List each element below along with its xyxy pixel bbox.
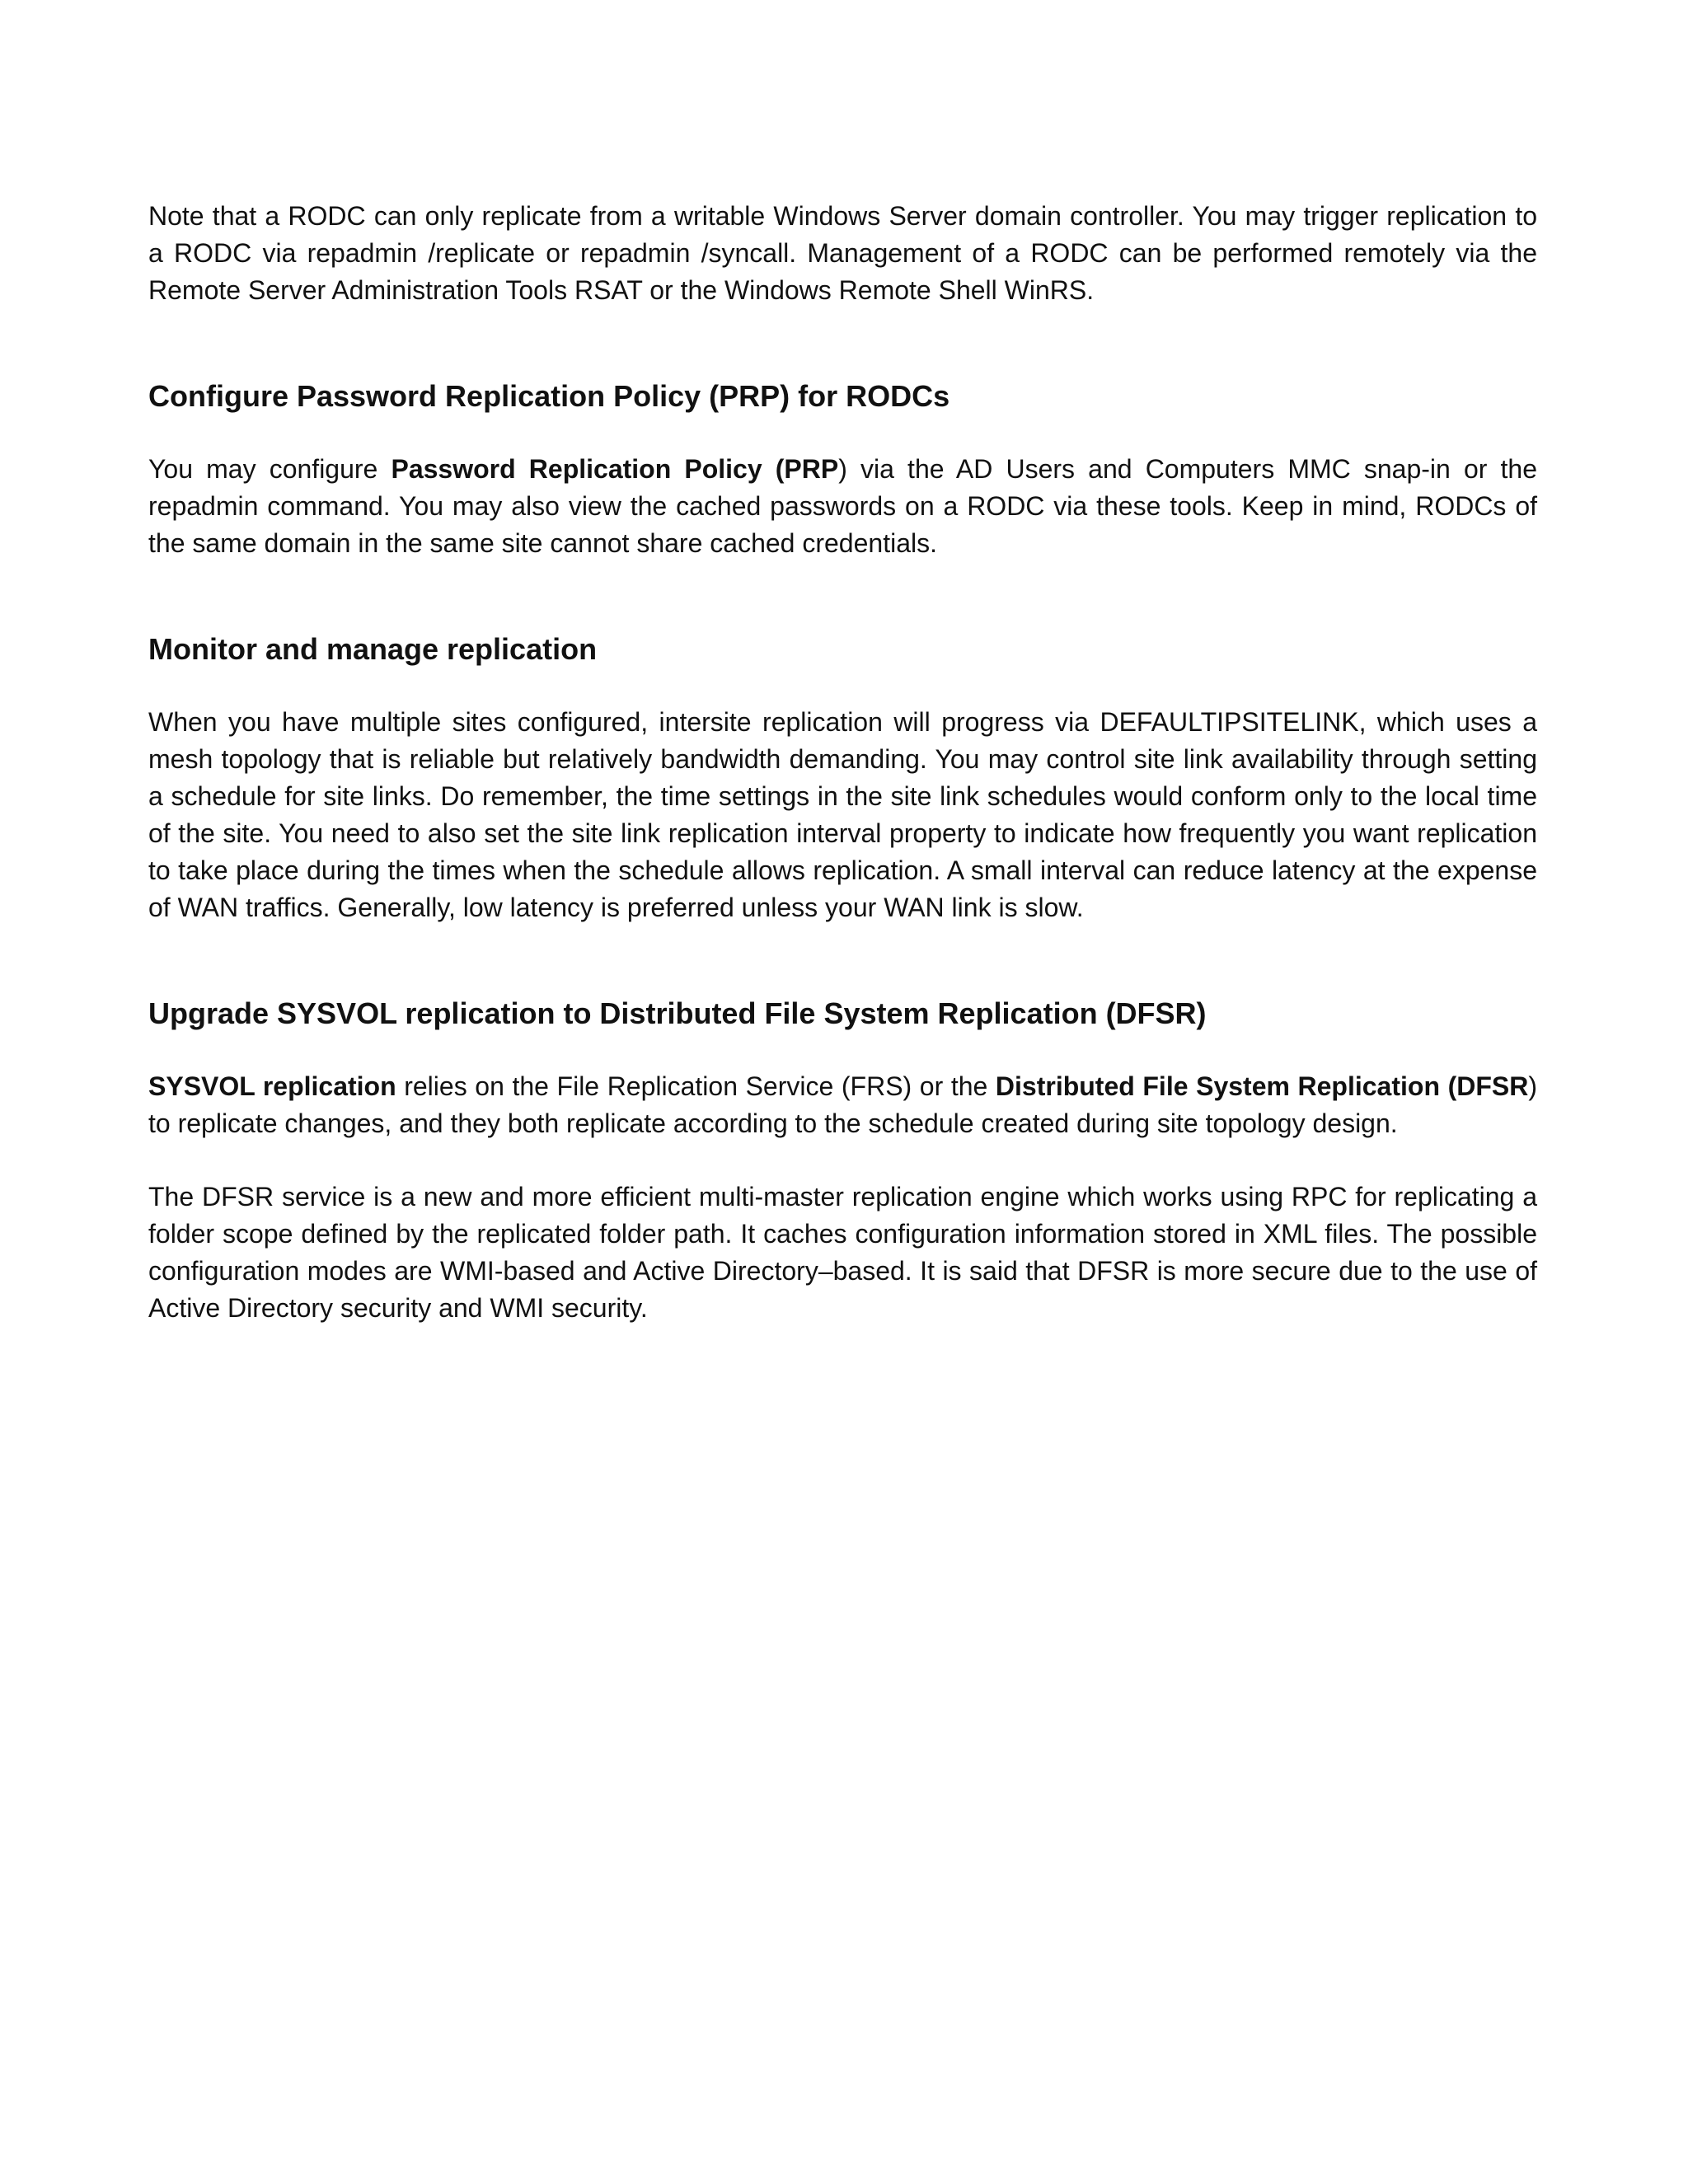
dfsr-bold-term: Distributed File System Replication (DFSR: [995, 1071, 1529, 1101]
sysvol-paragraph-2: The DFSR service is a new and more efficient multi-master replication engine which works using RPC for replicating a folder scope defined by the replicated folder path. It caches configuration information stored in XML files. The possible configuration modes are WMI-based and Active Directory–based. It is said that DFSR is more secure due to the use of Active Directory security and WMI security.: [148, 1182, 1537, 1323]
prp-heading: Configure Password Replication Policy (PRP) for RODCs: [148, 379, 950, 413]
sysvol-text-mid: relies on the File Replication Service (FRS) or the: [396, 1071, 996, 1101]
monitor-paragraph: When you have multiple sites configured, intersite replication will progress via DEFAULTIPSITELINK, which uses a mesh topology that is reliable but relatively bandwidth demanding. You may control site link availability through setting a schedule for site links. Do remember, the time settings in the site link schedules would conform only to the local time of the site. You need to also set the site link replication interval property to indicate how frequently you want replication to take place during the times when the schedule allows replication. A small interval can reduce latency at the expense of WAN traffics. Generally, low latency is preferred unless your WAN link is slow.: [148, 707, 1537, 922]
document-page: [148, 198, 1537, 1327]
prp-text-start: You may configure: [148, 454, 392, 484]
prp-bold-term: Password Replication Policy (PRP: [391, 454, 839, 484]
prp-text-end: ) via the AD Users and Computers MMC snap-in or the repadmin command. You may also view the cached passwords on a RODC via these tools. Keep in mind, RODCs of the same domain in the same site cannot share cached credentials.: [148, 454, 1538, 558]
sysvol-text-end: ) to replicate changes, and they both replicate according to the schedule created during site topology design.: [148, 1071, 1538, 1138]
sysvol-bold-term: SYSVOL replication: [148, 1071, 396, 1101]
prp-paragraph: [148, 451, 1537, 562]
sysvol-paragraph-1: [148, 1068, 1537, 1142]
intro-paragraph: Note that a RODC can only replicate from a writable Windows Server domain controller. You may trigger replication to a RODC via repadmin /replicate or repadmin /syncall. Management of a RODC can be performed remotely via the Remote Server Administration Tools RSAT or the Windows Remote Shell WinRS.: [148, 201, 1537, 305]
monitor-heading: Monitor and manage replication: [148, 632, 598, 666]
sysvol-heading: Upgrade SYSVOL replication to Distributed File System Replication (DFSR): [148, 996, 1207, 1030]
